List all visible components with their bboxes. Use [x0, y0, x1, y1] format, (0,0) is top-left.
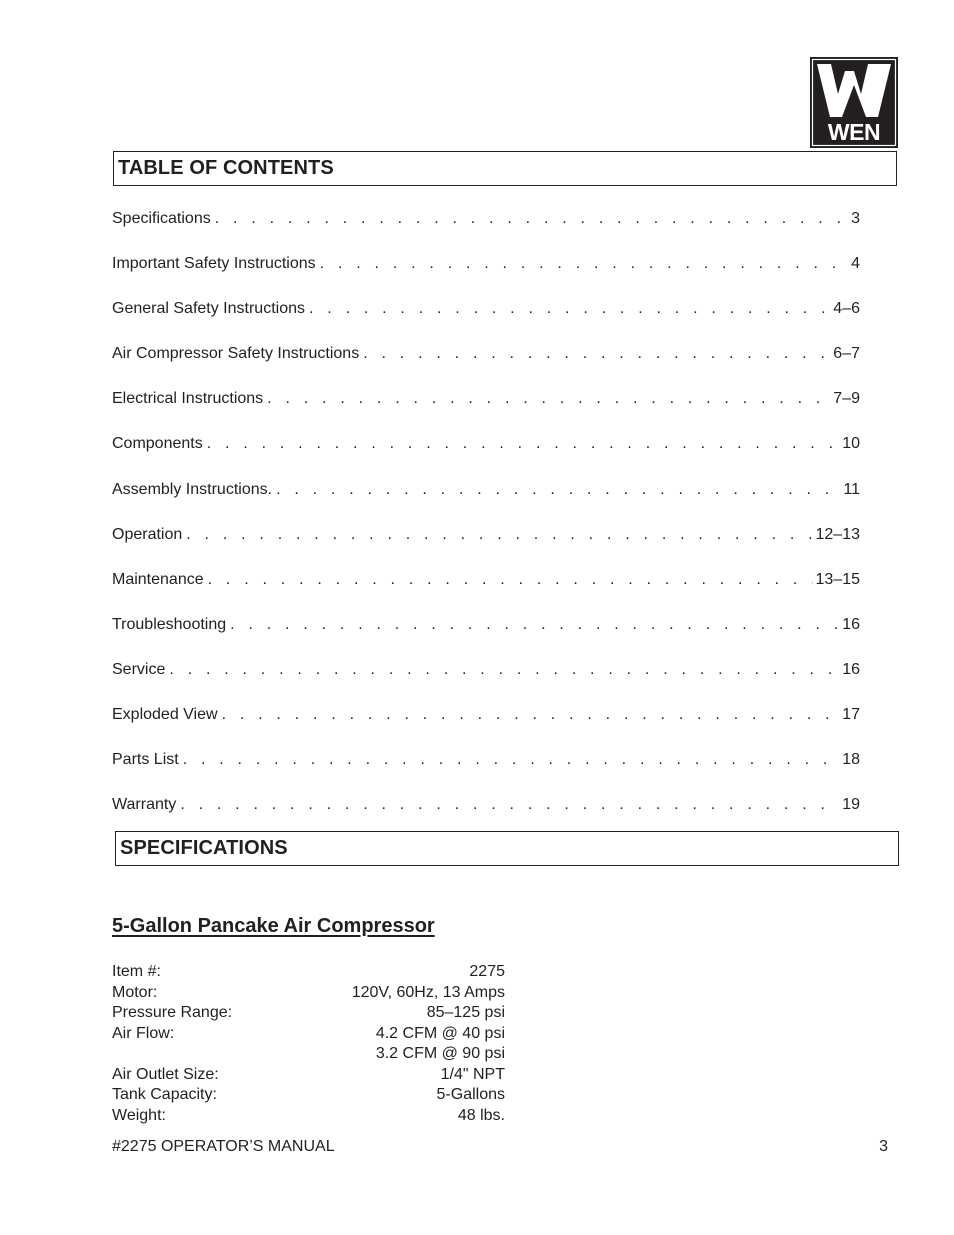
spec-row	[112, 983, 505, 1004]
toc-entry-page: 16	[842, 615, 860, 633]
toc-dot-leader	[320, 248, 848, 280]
wen-logo	[810, 57, 898, 148]
toc-entry-title: Service	[112, 660, 166, 678]
spec-row	[112, 1085, 505, 1106]
toc-entry[interactable]	[112, 609, 860, 654]
spec-row	[112, 1065, 505, 1086]
spec-row	[112, 1003, 505, 1024]
spec-value: 2275	[469, 963, 505, 980]
toc-entry[interactable]	[112, 564, 860, 609]
toc-entry-page: 4–6	[833, 300, 860, 318]
toc-entry-title: Exploded View	[112, 706, 218, 724]
toc-entry-title: Electrical Instructions	[112, 390, 264, 408]
spec-row	[112, 962, 505, 983]
toc-heading-box	[113, 151, 897, 186]
toc-entry-page: 12–13	[815, 525, 860, 543]
spec-row	[112, 1106, 505, 1127]
toc-entry[interactable]	[112, 744, 860, 789]
toc-entry-title: Specifications	[112, 210, 211, 227]
toc-entry-title: Air Compressor Safety Instructions	[112, 345, 360, 363]
spec-label: Motor:	[112, 983, 158, 1001]
toc-entry[interactable]	[112, 203, 860, 248]
toc-entry-page: 6–7	[833, 345, 860, 363]
toc-entry[interactable]	[112, 699, 860, 744]
toc-heading: TABLE OF CONTENTS	[118, 157, 334, 179]
spec-label: Pressure Range:	[112, 1004, 233, 1021]
toc-entry[interactable]	[112, 383, 860, 428]
specifications-heading-box	[115, 831, 899, 866]
toc-entry-page: 13–15	[815, 570, 860, 588]
spec-value: 4.2 CFM @ 40 psi	[375, 1024, 505, 1042]
toc-dot-leader	[180, 789, 839, 821]
toc-dot-leader	[309, 293, 830, 325]
toc-entry-page: 18	[842, 751, 860, 769]
toc-entry[interactable]	[112, 474, 860, 519]
toc-entry[interactable]	[112, 519, 860, 564]
toc-entry-title: Parts List	[112, 751, 179, 769]
footer-page-number: 3	[879, 1138, 888, 1155]
toc-dot-leader	[267, 383, 830, 415]
spec-value: 48 lbs.	[457, 1106, 505, 1124]
toc-dot-leader	[169, 654, 839, 686]
spec-label: Tank Capacity:	[112, 1086, 217, 1103]
toc-entry[interactable]	[112, 248, 860, 293]
toc-dot-leader	[207, 428, 839, 460]
toc-entry-page: 16	[842, 660, 860, 678]
toc-dot-leader	[230, 609, 839, 641]
spec-value: 3.2 CFM @ 90 psi	[375, 1045, 505, 1062]
spec-label: Item #:	[112, 963, 161, 980]
toc-entry-title: Operation	[112, 525, 183, 543]
toc-entry[interactable]	[112, 293, 860, 338]
toc-entry-page: 11	[843, 480, 860, 498]
spec-value: 120V, 60Hz, 13 Amps	[351, 983, 505, 1001]
spec-label	[112, 1044, 285, 1065]
toc-dot-leader	[363, 338, 830, 370]
toc-entry-title: Components	[112, 435, 203, 453]
toc-dot-leader	[222, 699, 840, 731]
toc-entry-title: Maintenance	[112, 570, 204, 588]
toc-entry-title: Warranty	[112, 796, 177, 814]
spec-label: Weight:	[112, 1106, 166, 1124]
toc-entry-page: 3	[851, 210, 860, 227]
spec-row	[112, 1024, 505, 1045]
spec-value: 1/4" NPT	[440, 1065, 505, 1083]
spec-value: 5-Gallons	[436, 1086, 505, 1103]
toc-entry-page: 4	[851, 255, 860, 273]
spec-value: 85–125 psi	[426, 1004, 505, 1021]
toc-entry-page: 7–9	[833, 390, 860, 408]
toc-list	[112, 203, 860, 834]
toc-entry-page: 17	[842, 706, 860, 724]
toc-dot-leader	[183, 744, 840, 776]
toc-entry-page: 10	[842, 435, 860, 453]
toc-entry[interactable]	[112, 789, 860, 834]
toc-entry[interactable]	[112, 428, 860, 473]
specifications-heading: SPECIFICATIONS	[120, 837, 288, 859]
toc-entry-title: Important Safety Instructions	[112, 255, 316, 273]
specifications-table	[112, 962, 505, 1126]
toc-dot-leader	[208, 564, 813, 596]
wen-logo-text: WEN	[827, 119, 881, 145]
toc-dot-leader	[215, 203, 848, 235]
toc-entry-title: Assembly Instructions.	[112, 480, 273, 498]
toc-entry[interactable]	[112, 654, 860, 699]
toc-dot-leader	[186, 519, 812, 551]
toc-entry-title: General Safety Instructions	[112, 300, 305, 318]
spec-label: Air Outlet Size:	[112, 1065, 219, 1083]
toc-entry-title: Troubleshooting	[112, 615, 227, 633]
toc-dot-leader	[276, 474, 840, 506]
toc-entry[interactable]	[112, 338, 860, 383]
footer-manual-label: #2275 OPERATOR’S MANUAL	[112, 1138, 335, 1155]
spec-row	[112, 1044, 505, 1065]
product-title: 5-Gallon Pancake Air Compressor	[112, 915, 435, 937]
spec-label: Air Flow:	[112, 1024, 175, 1042]
toc-entry-page: 19	[842, 796, 860, 814]
